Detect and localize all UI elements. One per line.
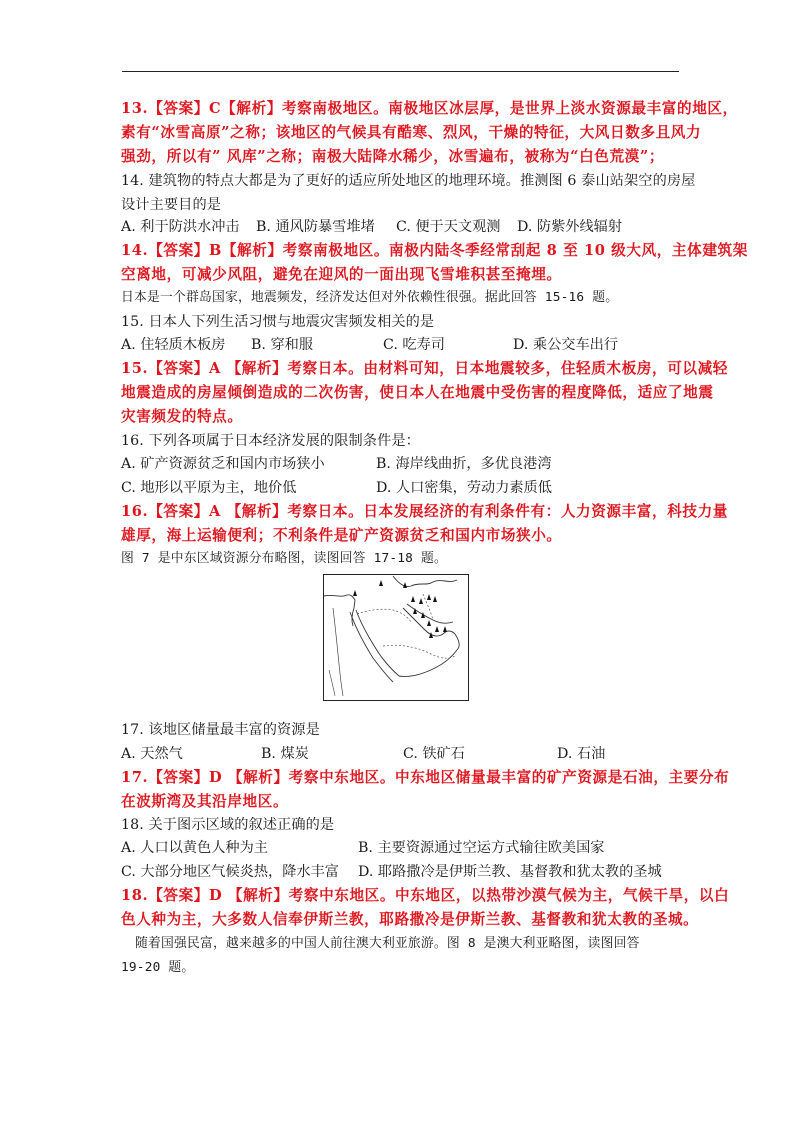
question-line: 15. 日本人下列生活习惯与地震灾害频发相关的是	[121, 314, 435, 330]
answer-line: 强劲，所以有” 风库”之称；南极大陆降水稀少，冰雪遍布，被称为“白色荒漠”；	[121, 148, 665, 165]
option-a: A. 矿产资源贫乏和国内市场狭小	[121, 456, 325, 472]
option-c: C. 吃寿司	[383, 337, 445, 353]
q17-answer	[121, 766, 730, 814]
answer-line: 在波斯湾及其沿岸地区。	[121, 793, 289, 810]
option-c: C. 便于天文观测	[396, 219, 501, 235]
q16-options-row1	[121, 452, 681, 476]
answer-line: 素有“冰雪高原”之称；该地区的气候具有酷寒、烈风，干燥的特征，大风日数多且风力	[121, 124, 702, 141]
answer-line: 色人种为主，大多数人信奉伊斯兰教，耶路撒冷是伊斯兰教、基督教和犹太教的圣城。	[121, 911, 699, 928]
q18-stem	[121, 813, 681, 837]
answer-line: 空离地，可减少风阻，避免在迎风的一面出现飞雪堆积甚至掩埋。	[121, 266, 562, 283]
q14-options	[121, 215, 681, 239]
option-d: D. 乘公交车出行	[513, 337, 619, 353]
option-a: A. 天然气	[121, 746, 183, 762]
option-c: C. 铁矿石	[403, 746, 465, 762]
answer-line: 17.【答案】D 【解析】考察中东地区。中东地区储量最丰富的矿产资源是石油，主要分布	[121, 769, 730, 786]
question-line: 14. 建筑物的特点大都是为了更好的适应所处地区的地理环境。推测图 6 泰山站架空的房屋	[121, 173, 696, 189]
option-a: A. 人口以黄色人种为主	[121, 840, 268, 856]
option-c: C. 地形以平原为主，地价低	[121, 480, 297, 496]
q17-options	[121, 742, 681, 766]
option-c: C. 大部分地区气候炎热，降水丰富	[121, 864, 339, 880]
passage-line: 19-20 题。	[121, 960, 195, 975]
q14-answer	[121, 239, 748, 287]
answer-line: 灾害频发的特点。	[121, 408, 243, 425]
q15-options	[121, 333, 681, 357]
q16-options-row2	[121, 476, 681, 500]
answer-line: 15.【答案】A 【解析】考察日本。由材料可知，日本地震较多，住轻质木板房，可以减轻	[121, 360, 728, 377]
option-b: B. 通风防暴雪堆堵	[256, 219, 375, 235]
answer-line: 16.【答案】A 【解析】考察日本。日本发展经济的有利条件有：人力资源丰富，科技力量	[121, 503, 728, 520]
option-d: D. 耶路撒冷是伊斯兰教、基督教和犹太教的圣城	[358, 864, 662, 880]
option-b: B. 主要资源通过空运方式输往欧美国家	[358, 840, 605, 856]
passage-line: 随着国强民富，越来越多的中国人前往澳大利亚旅游。图 8 是澳大利亚略图，读图回答	[135, 936, 640, 951]
q14-stem	[121, 169, 696, 217]
passage-15-16	[121, 286, 681, 310]
q13-answer	[121, 97, 738, 169]
q15-answer	[121, 357, 728, 429]
answer-line: 18.【答案】D 【解析】考察中东地区。中东地区，以热带沙漠气候为主，气候干旱，以白	[121, 887, 730, 904]
q16-answer	[121, 500, 728, 548]
option-b: B. 穿和服	[251, 337, 314, 353]
question-line: 17. 该地区储量最丰富的资源是	[121, 722, 320, 738]
option-d: D. 人口密集，劳动力素质低	[376, 480, 552, 496]
option-a: A. 利于防洪水冲击	[121, 219, 240, 235]
passage-19-20	[121, 932, 681, 980]
option-b: B. 海岸线曲折，多优良港湾	[376, 456, 552, 472]
passage-line: 图 7 是中东区域资源分布略图，读图回答 17-18 题。	[121, 551, 447, 566]
answer-line: 13.【答案】C【解析】考察南极地区。南极地区冰层厚，是世界上淡水资源最丰富的地区，	[121, 100, 738, 117]
q18-options-row2	[121, 860, 681, 884]
q18-answer	[121, 884, 730, 932]
q15-stem	[121, 310, 681, 334]
q18-options-row1	[121, 836, 681, 860]
header-rule	[122, 71, 679, 72]
passage-17-18	[121, 547, 681, 571]
middle-east-resource-map	[323, 574, 469, 701]
q16-stem	[121, 429, 681, 453]
question-line: 设计主要目的是	[121, 197, 222, 213]
answer-line: 14.【答案】B【解析】考察南极地区。南极内陆冬季经常刮起 8 至 10 级大风，主体建筑架	[121, 242, 748, 259]
passage-line: 日本是一个群岛国家，地震频发，经济发达但对外依赖性很强。据此回答 15-16 题。	[121, 290, 619, 305]
option-b: B. 煤炭	[261, 746, 309, 762]
question-line: 18. 关于图示区域的叙述正确的是	[121, 817, 335, 833]
option-d: D. 石油	[557, 746, 606, 762]
answer-line: 地震造成的房屋倾倒造成的二次伤害，使日本人在地震中受伤害的程度降低，适应了地震	[121, 384, 714, 401]
q17-stem	[121, 718, 681, 742]
answer-line: 雄厚，海上运输便利；不利条件是矿产资源贫乏和国内市场狭小。	[121, 527, 562, 544]
question-line: 16. 下列各项属于日本经济发展的限制条件是：	[121, 433, 420, 449]
option-d: D. 防紫外线辐射	[517, 219, 623, 235]
option-a: A. 住轻质木板房	[121, 337, 226, 353]
